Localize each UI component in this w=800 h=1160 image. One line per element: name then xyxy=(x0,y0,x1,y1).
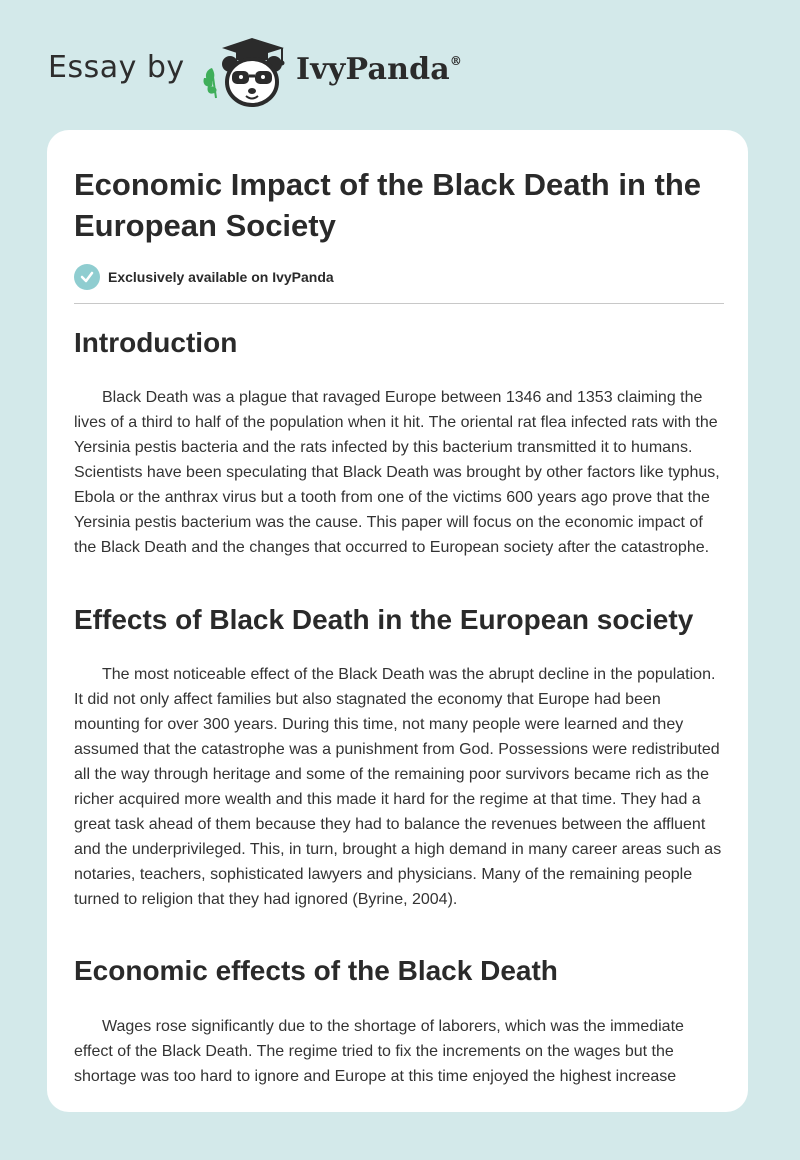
check-icon xyxy=(74,264,100,290)
brand-text: IvyPanda xyxy=(296,52,450,87)
brand-name[interactable] xyxy=(296,52,462,87)
section-body-effects: The most noticeable effect of the Black Death was the abrupt decline in the population. It did not only affect families but also stagnated the economy that Europe had been mounting for over 300 years. During this time, not many people were learned and they assumed that the catastrophe was a punishment from God. Possessions were redistributed all the way through heritage and some of the remaining poor survivors became rich as the richer acquired more wealth and this made it hard for the regime at that time. They had a great task ahead of them because they had to balance the revenues between the affluent and the underprivileged. This, in turn, brought a high demand in many career areas such as notaries, teachers, sophisticated lawyers and physicians. Many of the remaining people turned to religion that they had ignored (Byrine, 2004). xyxy=(74,666,722,908)
panda-logo-icon[interactable] xyxy=(202,36,294,110)
section-heading-introduction: Introduction xyxy=(74,327,238,358)
essay-title: Economic Impact of the Black Death in the European Society xyxy=(74,167,702,243)
exclusive-badge-text: Exclusively available on IvyPanda xyxy=(108,269,334,285)
section-body-introduction: Black Death was a plague that ravaged Europe between 1346 and 1353 claiming the lives of a third to half of the population when it hit. The oriental rat flea infected rats with the Yersinia pestis bacteria and the rats infected by this bacterium transmitted it to humans. Scientists have been speculating that Black Death was brought by other factors like typhus, Ebola or the anthrax virus but a tooth from one of the victims 600 years ago prove that the Yersinia pestis bacterium was the cause. This paper will focus on the economic impact of the Black Death and the changes that occurred to European society after the catastrophe. xyxy=(74,389,720,556)
title-divider xyxy=(74,303,724,304)
essay-by-label: Essay by xyxy=(48,50,185,85)
site-header xyxy=(48,34,748,110)
section-heading-effects: Effects of Black Death in the European society xyxy=(74,604,694,635)
exclusive-badge xyxy=(74,263,334,291)
essay-card xyxy=(47,130,748,1112)
section-heading-economic-effects: Economic effects of the Black Death xyxy=(74,955,558,986)
registered-mark: ® xyxy=(449,54,463,68)
section-body-economic-effects: Wages rose significantly due to the shortage of laborers, which was the immediate effect of the Black Death. The regime tried to fix the increments on the wages but the shortage was too hard to ignore and Europe at this time enjoyed the highest increase xyxy=(74,1018,684,1085)
